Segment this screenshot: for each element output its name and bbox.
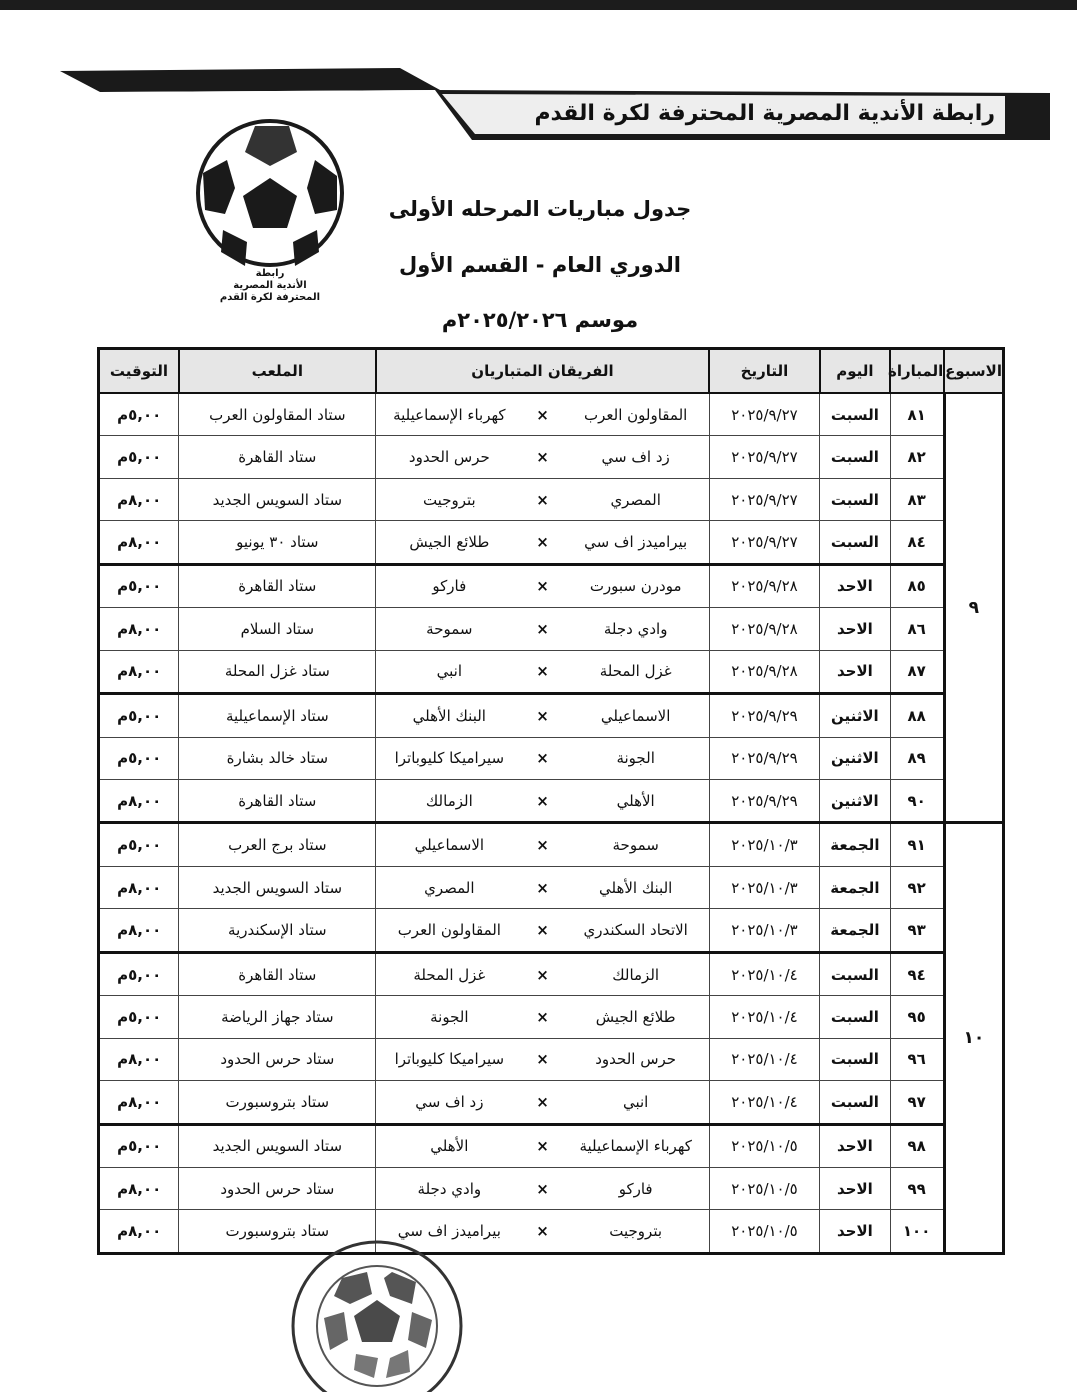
home-team: غزل المحلة <box>563 650 710 693</box>
stadium: ستاد غزل المحلة <box>179 650 376 693</box>
home-team: بتروجيت <box>563 1210 710 1254</box>
kickoff-time: ٥,٠٠م <box>99 996 179 1038</box>
stadium: ستاد برج العرب <box>179 823 376 866</box>
match-date: ٢٠٢٥/١٠/٤ <box>709 996 819 1038</box>
vs-symbol: × <box>522 521 562 564</box>
vs-symbol: × <box>522 952 562 995</box>
vs-symbol: × <box>522 909 562 952</box>
home-team: الاتحاد السكندري <box>563 909 710 952</box>
vs-symbol: × <box>522 478 562 520</box>
match-number: ٨٨ <box>890 694 944 737</box>
away-team: المقاولون العرب <box>376 909 523 952</box>
match-date: ٢٠٢٥/٩/٢٩ <box>709 694 819 737</box>
kickoff-time: ٨,٠٠م <box>99 909 179 952</box>
match-number: ٩١ <box>890 823 944 866</box>
vs-symbol: × <box>522 823 562 866</box>
table-row <box>99 1081 1004 1124</box>
stadium: ستاد القاهرة <box>179 564 376 607</box>
logo-caption-line: رابطة <box>255 268 285 279</box>
kickoff-time: ٨,٠٠م <box>99 866 179 908</box>
match-number: ٩٣ <box>890 909 944 952</box>
league-subtitle: الدوري العام - القسم الأول <box>399 253 681 277</box>
home-team: سموحة <box>563 823 710 866</box>
home-team: زد اف سي <box>563 436 710 478</box>
match-date: ٢٠٢٥/٩/٢٩ <box>709 737 819 779</box>
match-day: السبت <box>820 952 890 995</box>
kickoff-time: ٥,٠٠م <box>99 952 179 995</box>
header-teams: الفريقان المتباريان <box>376 349 709 394</box>
match-date: ٢٠٢٥/٩/٢٩ <box>709 780 819 823</box>
vs-symbol: × <box>522 780 562 823</box>
table-row <box>99 1210 1004 1254</box>
vs-symbol: × <box>522 1168 562 1210</box>
away-team: سموحة <box>376 608 523 650</box>
stadium: ستاد السويس الجديد <box>179 478 376 520</box>
match-number: ٨٦ <box>890 608 944 650</box>
match-date: ٢٠٢٥/٩/٢٨ <box>709 608 819 650</box>
home-team: كهرباء الإسماعيلية <box>563 1124 710 1167</box>
week-number: ١٠ <box>944 823 1003 1254</box>
match-number: ٩٥ <box>890 996 944 1038</box>
official-stamp-icon <box>282 1238 472 1392</box>
vs-symbol: × <box>522 393 562 436</box>
match-number: ٨٥ <box>890 564 944 607</box>
kickoff-time: ٨,٠٠م <box>99 478 179 520</box>
match-day: الجمعة <box>820 823 890 866</box>
stadium: ستاد بتروسبورت <box>179 1210 376 1254</box>
away-team: سيراميكا كليوباترا <box>376 737 523 779</box>
table-row <box>99 478 1004 520</box>
kickoff-time: ٨,٠٠م <box>99 521 179 564</box>
stadium: ستاد المقاولون العرب <box>179 393 376 436</box>
vs-symbol: × <box>522 866 562 908</box>
table-row <box>99 996 1004 1038</box>
match-day: الاحد <box>820 1168 890 1210</box>
stadium: ستاد الإسماعيلية <box>179 694 376 737</box>
match-number: ٨٩ <box>890 737 944 779</box>
away-team: البنك الأهلي <box>376 694 523 737</box>
vs-symbol: × <box>522 1081 562 1124</box>
kickoff-time: ٨,٠٠م <box>99 1168 179 1210</box>
match-date: ٢٠٢٥/١٠/٥ <box>709 1210 819 1254</box>
match-day: السبت <box>820 1081 890 1124</box>
kickoff-time: ٨,٠٠م <box>99 1038 179 1080</box>
match-day: الاثنين <box>820 694 890 737</box>
header-time: التوقيت <box>99 349 179 394</box>
table-row <box>99 393 1004 436</box>
table-row <box>99 909 1004 952</box>
kickoff-time: ٨,٠٠م <box>99 1081 179 1124</box>
match-number: ٩٧ <box>890 1081 944 1124</box>
stadium: ستاد السويس الجديد <box>179 866 376 908</box>
match-number: ٨٣ <box>890 478 944 520</box>
match-day: السبت <box>820 1038 890 1080</box>
schedule-title: جدول مباريات المرحله الأولى <box>388 197 692 221</box>
match-day: السبت <box>820 436 890 478</box>
home-team: حرس الحدود <box>563 1038 710 1080</box>
away-team: الزمالك <box>376 780 523 823</box>
kickoff-time: ٥,٠٠م <box>99 393 179 436</box>
kickoff-time: ٥,٠٠م <box>99 823 179 866</box>
match-day: الجمعة <box>820 909 890 952</box>
top-border <box>0 0 1077 10</box>
vs-symbol: × <box>522 564 562 607</box>
match-number: ٩٦ <box>890 1038 944 1080</box>
away-team: طلائع الجيش <box>376 521 523 564</box>
home-team: وادي دجلة <box>563 608 710 650</box>
away-team: بيراميدز اف سي <box>376 1210 523 1254</box>
match-number: ٩٠ <box>890 780 944 823</box>
stadium: ستاد بتروسبورت <box>179 1081 376 1124</box>
away-team: الأهلي <box>376 1124 523 1167</box>
home-team: الزمالك <box>563 952 710 995</box>
stadium: ستاد السويس الجديد <box>179 1124 376 1167</box>
match-date: ٢٠٢٥/١٠/٥ <box>709 1124 819 1167</box>
home-team: فاركو <box>563 1168 710 1210</box>
match-day: الاثنين <box>820 737 890 779</box>
match-day: السبت <box>820 996 890 1038</box>
stadium: ستاد الإسكندرية <box>179 909 376 952</box>
away-team: زد اف سي <box>376 1081 523 1124</box>
stadium: ستاد القاهرة <box>179 952 376 995</box>
home-team: المصري <box>563 478 710 520</box>
match-date: ٢٠٢٥/١٠/٥ <box>709 1168 819 1210</box>
match-day: الاحد <box>820 608 890 650</box>
vs-symbol: × <box>522 1124 562 1167</box>
match-day: السبت <box>820 478 890 520</box>
match-day: الجمعة <box>820 866 890 908</box>
vs-symbol: × <box>522 996 562 1038</box>
vs-symbol: × <box>522 650 562 693</box>
home-team: الجونة <box>563 737 710 779</box>
match-number: ٩٩ <box>890 1168 944 1210</box>
stadium: ستاد القاهرة <box>179 780 376 823</box>
stadium: ستاد جهاز الرياضة <box>179 996 376 1038</box>
week-number: ٩ <box>944 393 1003 823</box>
kickoff-time: ٨,٠٠م <box>99 608 179 650</box>
table-row <box>99 823 1004 866</box>
header-match: المباراة <box>890 349 944 394</box>
match-day: الاحد <box>820 564 890 607</box>
match-date: ٢٠٢٥/١٠/٤ <box>709 1038 819 1080</box>
stadium: ستاد السلام <box>179 608 376 650</box>
match-day: الاحد <box>820 1210 890 1254</box>
away-team: غزل المحلة <box>376 952 523 995</box>
match-date: ٢٠٢٥/١٠/٣ <box>709 909 819 952</box>
match-date: ٢٠٢٥/٩/٢٧ <box>709 436 819 478</box>
header-date: التاريخ <box>709 349 819 394</box>
home-team: الأهلي <box>563 780 710 823</box>
kickoff-time: ٥,٠٠م <box>99 737 179 779</box>
match-day: السبت <box>820 521 890 564</box>
table-row <box>99 866 1004 908</box>
match-date: ٢٠٢٥/٩/٢٧ <box>709 478 819 520</box>
match-date: ٢٠٢٥/٩/٢٧ <box>709 521 819 564</box>
away-team: سيراميكا كليوباترا <box>376 1038 523 1080</box>
match-date: ٢٠٢٥/١٠/٣ <box>709 823 819 866</box>
match-day: الاحد <box>820 1124 890 1167</box>
vs-symbol: × <box>522 608 562 650</box>
stadium: ستاد خالد بشارة <box>179 737 376 779</box>
away-team: الجونة <box>376 996 523 1038</box>
home-team: طلائع الجيش <box>563 996 710 1038</box>
kickoff-time: ٨,٠٠م <box>99 1210 179 1254</box>
table-row <box>99 1168 1004 1210</box>
match-date: ٢٠٢٥/١٠/٣ <box>709 866 819 908</box>
table-row <box>99 694 1004 737</box>
away-team: انبي <box>376 650 523 693</box>
match-date: ٢٠٢٥/٩/٢٧ <box>709 393 819 436</box>
match-date: ٢٠٢٥/١٠/٤ <box>709 952 819 995</box>
match-number: ٩٢ <box>890 866 944 908</box>
table-row <box>99 1124 1004 1167</box>
home-team: مودرن سبورت <box>563 564 710 607</box>
match-schedule-table <box>97 347 1005 1255</box>
stadium: ستاد القاهرة <box>179 436 376 478</box>
kickoff-time: ٥,٠٠م <box>99 1124 179 1167</box>
logo-caption-line: الأندية المصرية <box>233 280 307 291</box>
away-team: حرس الحدود <box>376 436 523 478</box>
table-row <box>99 780 1004 823</box>
match-day: السبت <box>820 393 890 436</box>
away-team: فاركو <box>376 564 523 607</box>
table-row <box>99 521 1004 564</box>
table-row <box>99 650 1004 693</box>
kickoff-time: ٥,٠٠م <box>99 694 179 737</box>
logo-caption-line: المحترفة لكرة القدم <box>219 292 321 303</box>
header-stadium: الملعب <box>179 349 376 394</box>
stadium: ستاد حرس الحدود <box>179 1168 376 1210</box>
table-row <box>99 952 1004 995</box>
table-row <box>99 1038 1004 1080</box>
home-team: البنك الأهلي <box>563 866 710 908</box>
stadium: ستاد حرس الحدود <box>179 1038 376 1080</box>
table-row <box>99 436 1004 478</box>
logo-caption <box>185 268 355 304</box>
match-date: ٢٠٢٥/١٠/٤ <box>709 1081 819 1124</box>
table-row <box>99 737 1004 779</box>
table-row <box>99 564 1004 607</box>
vs-symbol: × <box>522 694 562 737</box>
kickoff-time: ٨,٠٠م <box>99 780 179 823</box>
kickoff-time: ٥,٠٠م <box>99 436 179 478</box>
away-team: بتروجيت <box>376 478 523 520</box>
home-team: بيراميدز اف سي <box>563 521 710 564</box>
away-team: كهرباء الإسماعيلية <box>376 393 523 436</box>
organization-name: رابطة الأندية المصرية المحترفة لكرة القدم <box>534 101 995 126</box>
header-week: الاسبوع <box>944 349 1003 394</box>
match-number: ٨٤ <box>890 521 944 564</box>
match-number: ٩٨ <box>890 1124 944 1167</box>
match-number: ٨١ <box>890 393 944 436</box>
home-team: انبي <box>563 1081 710 1124</box>
match-number: ٨٢ <box>890 436 944 478</box>
vs-symbol: × <box>522 737 562 779</box>
season-label: موسم ٢٠٢٥/٢٠٢٦م <box>441 308 639 332</box>
away-team: المصري <box>376 866 523 908</box>
kickoff-time: ٨,٠٠م <box>99 650 179 693</box>
vs-symbol: × <box>522 436 562 478</box>
match-number: ٩٤ <box>890 952 944 995</box>
vs-symbol: × <box>522 1210 562 1254</box>
home-team: الاسماعيلي <box>563 694 710 737</box>
match-number: ٨٧ <box>890 650 944 693</box>
vs-symbol: × <box>522 1038 562 1080</box>
header-day: اليوم <box>820 349 890 394</box>
match-date: ٢٠٢٥/٩/٢٨ <box>709 650 819 693</box>
match-number: ١٠٠ <box>890 1210 944 1254</box>
kickoff-time: ٥,٠٠م <box>99 564 179 607</box>
match-day: الاثنين <box>820 780 890 823</box>
match-day: الاحد <box>820 650 890 693</box>
stadium: ستاد ٣٠ يونيو <box>179 521 376 564</box>
table-row <box>99 608 1004 650</box>
away-team: الاسماعيلي <box>376 823 523 866</box>
home-team: المقاولون العرب <box>563 393 710 436</box>
away-team: وادي دجلة <box>376 1168 523 1210</box>
match-date: ٢٠٢٥/٩/٢٨ <box>709 564 819 607</box>
table-header-row <box>99 349 1004 394</box>
